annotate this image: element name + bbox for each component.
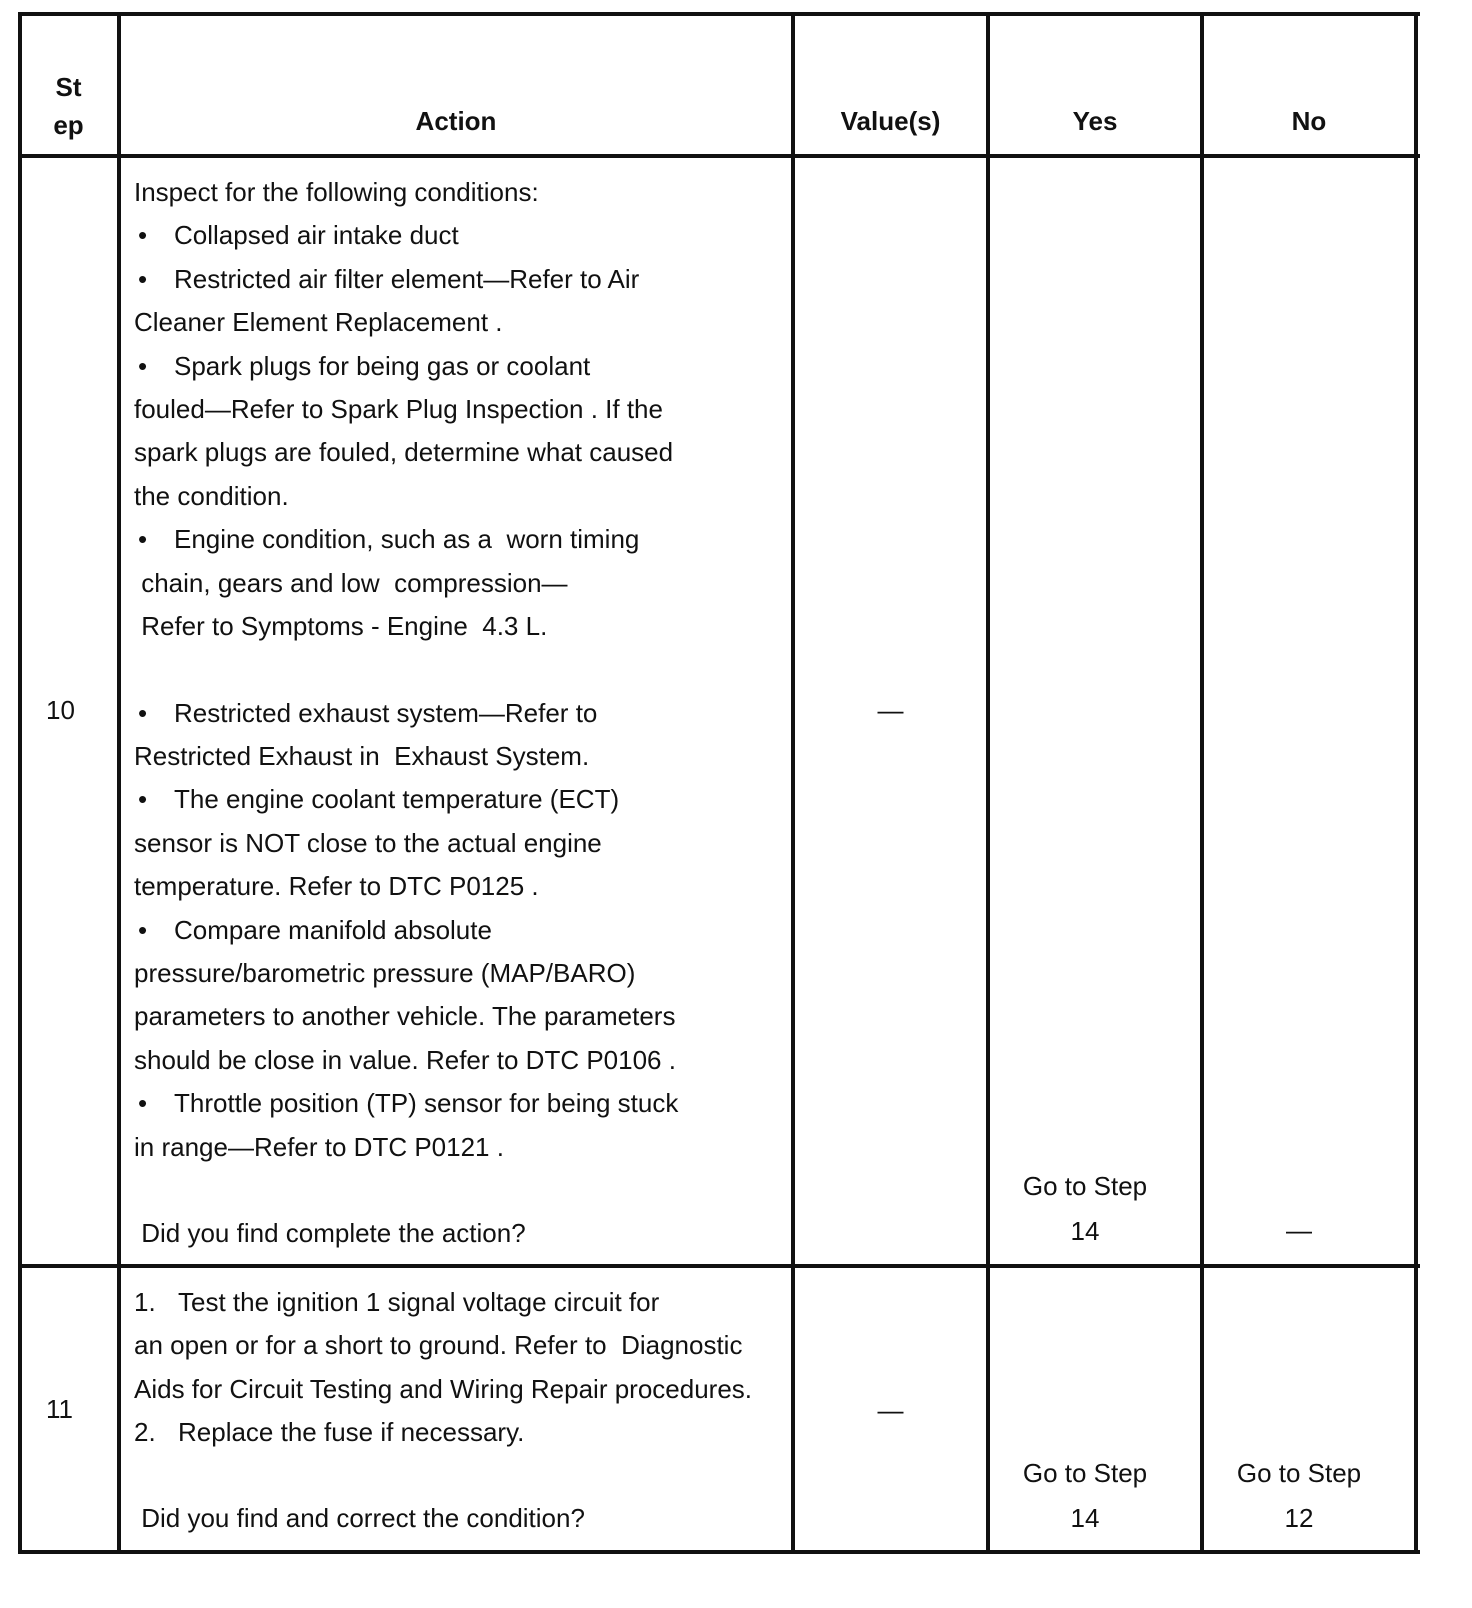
row-10-yes [990, 1164, 1180, 1253]
header-yes: Yes [1072, 106, 1118, 136]
action-line-text: fouled—Refer to Spark Plug Inspection . If the [134, 393, 663, 424]
action-line-text: Throttle position (TP) sensor for being stuck [174, 1088, 679, 1119]
action-line-text: Replace the fuse if necessary. [178, 1416, 525, 1447]
row-11-no [1204, 1451, 1394, 1540]
action-line [134, 213, 784, 256]
action-line-text: Compare manifold absolute [174, 914, 492, 945]
action-line [134, 821, 784, 864]
action-line-text: Cleaner Element Replacement . [134, 307, 503, 338]
header-divider [20, 154, 1420, 158]
row-10-yes-line2: 14 [1070, 1215, 1100, 1246]
table-border-right [1414, 12, 1418, 1554]
action-line-text: Restricted exhaust system—Refer to [174, 697, 598, 728]
action-line [134, 561, 784, 604]
header-step-line2: ep [53, 110, 84, 140]
bullet-icon: • [138, 350, 148, 381]
action-line [134, 257, 784, 300]
action-line-text: spark plugs are fouled, determine what caused [134, 437, 674, 468]
action-line-text: Aids for Circuit Testing and Wiring Repair procedures. [134, 1373, 753, 1404]
bullet-icon: • [138, 1088, 148, 1119]
action-line-text: Refer to Symptoms - Engine 4.3 L. [134, 610, 548, 641]
row-11-no-line2: 12 [1284, 1502, 1314, 1533]
header-step [20, 68, 117, 144]
row-11-yes-line1: Go to Step [1022, 1458, 1148, 1488]
action-line [134, 691, 784, 734]
action-line [134, 1497, 789, 1540]
table-border-left [18, 12, 22, 1554]
blank-line [134, 1168, 784, 1211]
row-11-value: — [877, 1395, 904, 1425]
action-line [134, 777, 784, 820]
action-line-text: the condition. [134, 480, 289, 511]
action-line [134, 344, 784, 387]
column-divider-values [986, 12, 990, 1554]
bullet-icon: • [138, 784, 148, 815]
row-11-action [134, 1281, 789, 1541]
action-line [134, 430, 784, 473]
row-divider [20, 1264, 1420, 1268]
step-number: 1. [134, 1287, 156, 1317]
action-line-text: Engine condition, such as a worn timing [174, 524, 640, 555]
action-line [134, 170, 784, 213]
action-line-text: Inspect for the following conditions: [134, 177, 539, 207]
action-line [134, 994, 784, 1037]
action-line [134, 734, 784, 777]
action-line [134, 1125, 784, 1168]
header-no: No [1291, 106, 1327, 136]
action-line [134, 1368, 789, 1411]
action-line-text: Restricted Exhaust in Exhaust System. [134, 741, 590, 772]
action-line-text: parameters to another vehicle. The parameters [134, 1001, 676, 1032]
action-line-text: The engine coolant temperature (ECT) [174, 784, 620, 815]
blank-line [134, 647, 784, 690]
action-line [134, 1038, 784, 1081]
bullet-icon: • [138, 220, 148, 251]
action-line [134, 387, 784, 430]
column-divider-yes [1200, 12, 1204, 1554]
row-11-no-line1: Go to Step [1236, 1458, 1362, 1488]
row-10-yes-line1: Go to Step [1022, 1171, 1148, 1201]
table-border-bottom [20, 1550, 1420, 1554]
table-border-top [20, 12, 1420, 16]
bullet-icon: • [138, 697, 148, 728]
action-line-text: temperature. Refer to DTC P0125 . [134, 871, 539, 902]
row-11-step: 11 [46, 1394, 73, 1424]
action-line [134, 1281, 789, 1324]
row-11-yes [990, 1451, 1180, 1540]
action-line [134, 1411, 789, 1454]
action-line-text: an open or for a short to ground. Refer to Diagnostic [134, 1330, 743, 1361]
row-11-yes-line2: 14 [1070, 1502, 1100, 1533]
action-line-text: pressure/barometric pressure (MAP/BARO) [134, 958, 636, 989]
action-line [134, 604, 784, 647]
action-line [134, 1081, 784, 1124]
action-line [134, 517, 784, 560]
header-step-line1: St [55, 72, 82, 102]
step-number: 2. [134, 1416, 156, 1447]
column-divider-step [117, 12, 121, 1554]
row-10-no: — [1286, 1215, 1312, 1245]
row-10-action [134, 170, 784, 1255]
action-line-text: Did you find complete the action? [134, 1218, 526, 1249]
action-line [134, 951, 784, 994]
action-line [134, 300, 784, 343]
row-10-value: — [877, 695, 904, 725]
bullet-icon: • [138, 524, 148, 555]
column-divider-action [791, 12, 795, 1554]
row-10-step: 10 [46, 695, 75, 725]
header-values: Value(s) [840, 106, 941, 136]
action-line-text: chain, gears and low compression— [134, 567, 568, 598]
bullet-icon: • [138, 914, 148, 945]
action-line-text: Collapsed air intake duct [174, 220, 459, 251]
action-line [134, 474, 784, 517]
header-action: Action [415, 106, 497, 136]
bullet-icon: • [138, 263, 148, 294]
blank-line [134, 1454, 789, 1497]
action-line-text: Restricted air filter element—Refer to Air [174, 263, 640, 294]
action-line [134, 1211, 784, 1254]
action-line-text: Did you find and correct the condition? [134, 1503, 585, 1534]
action-line-text: Test the ignition 1 signal voltage circuit for [178, 1287, 660, 1317]
action-line-text: should be close in value. Refer to DTC P0106 . [134, 1044, 676, 1075]
action-line [134, 908, 784, 951]
action-line-text: sensor is NOT close to the actual engine [134, 827, 602, 858]
action-line-text: Spark plugs for being gas or coolant [174, 350, 591, 381]
action-line-text: in range—Refer to DTC P0121 . [134, 1131, 504, 1162]
action-line [134, 1324, 789, 1367]
action-line [134, 864, 784, 907]
